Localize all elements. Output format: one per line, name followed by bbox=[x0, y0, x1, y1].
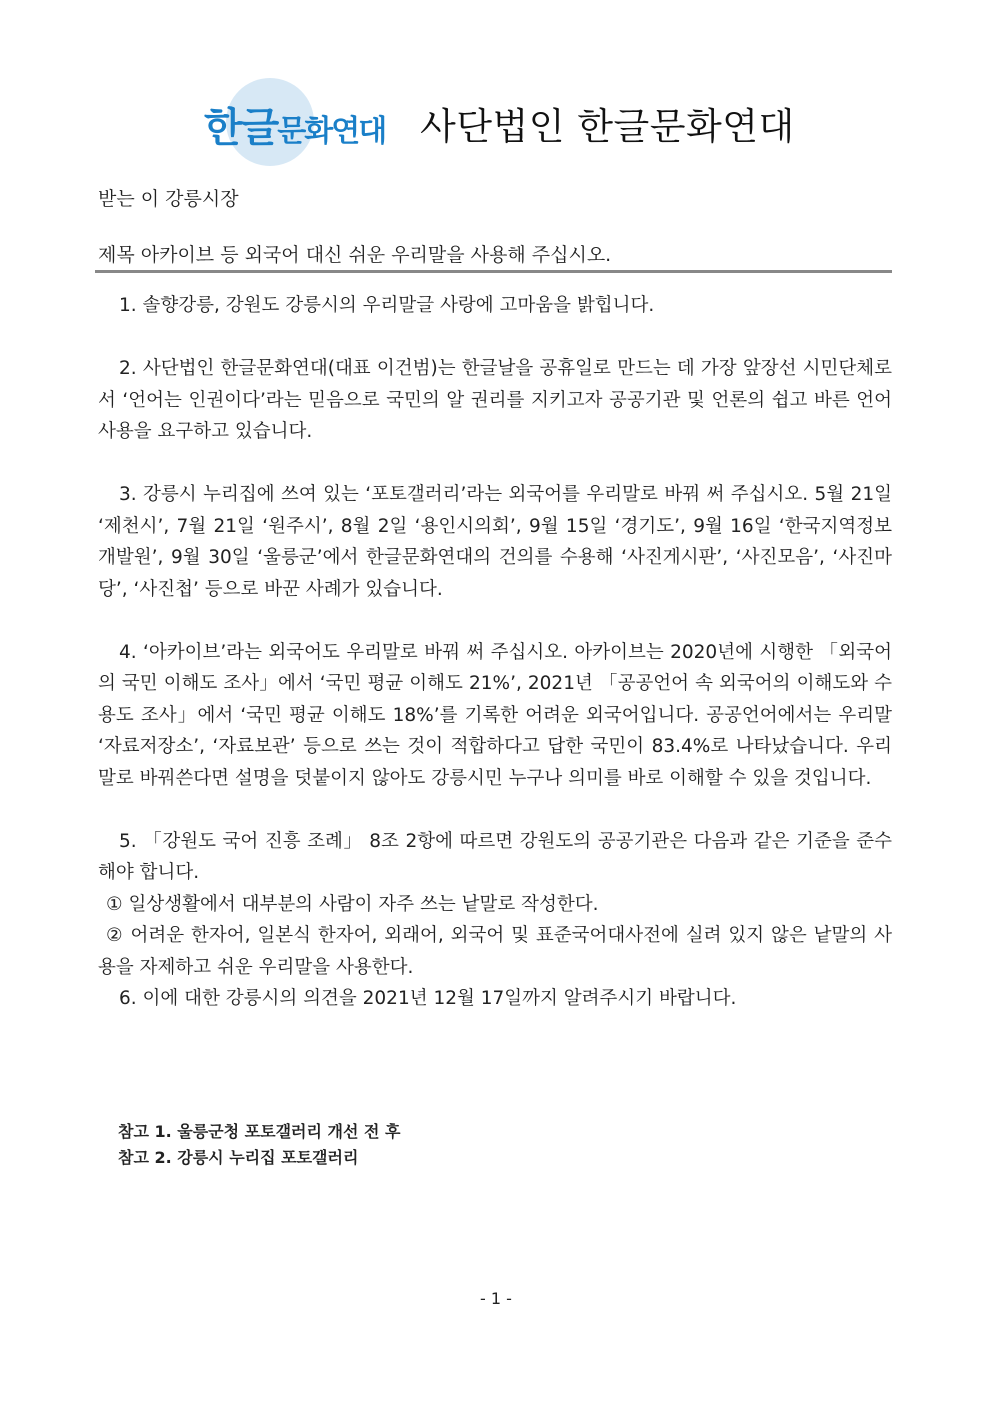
recipient-line: 받는 이 강릉시장 bbox=[98, 188, 239, 210]
paragraph-1: 1. 솔향강릉, 강원도 강릉시의 우리말글 사랑에 고마움을 밝힙니다. bbox=[119, 295, 655, 316]
subject-divider bbox=[95, 270, 892, 273]
paragraph-5: 5. 「강원도 국어 진흥 조례」 8조 2항에 따르면 강원도의 공공기관은 다음과 같은 기준을 준수해야 합니다. bbox=[98, 830, 892, 883]
paragraph-5-item-2: ② 어려운 한자어, 일본식 한자어, 외래어, 외국어 및 표준국어대사전에 실려 있지 않은 낱말의 사용을 자제하고 쉬운 우리말을 사용한다. bbox=[98, 925, 892, 978]
paragraph-6: 6. 이에 대한 강릉시의 의견을 2021년 12월 17일까지 알려주시기 바랍니다. bbox=[119, 988, 737, 1009]
organization-logo bbox=[190, 72, 400, 172]
subject-line: 제목 아카이브 등 외국어 대신 쉬운 우리말을 사용해 주십시오. bbox=[98, 244, 612, 266]
paragraph-2: 2. 사단법인 한글문화연대(대표 이건범)는 한글날을 공휴일로 만드는 데 가장 앞장선 시민단체로서 ‘언어는 인권이다’라는 믿음으로 국민의 알 권리를 지키고자 공공기관 및 언론의 쉽고 바른 언어 사용을 요구하고 있습니다. bbox=[98, 358, 892, 442]
logo-wordmark: 한글문화연대 bbox=[204, 105, 386, 151]
letter-body bbox=[98, 290, 892, 1046]
letterhead bbox=[190, 72, 810, 172]
reference-2: 참고 2. 강릉시 누리집 포토갤러리 bbox=[118, 1148, 359, 1167]
page-number: - 1 - bbox=[480, 1289, 512, 1308]
paragraph-4: 4. ‘아카이브’라는 외국어도 우리말로 바꿔 써 주십시오. 아카이브는 2020년에 시행한 「외국어의 국민 이해도 조사」에서 ‘국민 평균 이해도 21%’, 2021년 「공공언어 속 외국어의 이해도와 수용도 조사」에서 ‘국민 평균 이해도 18%’를 기록한 어려운 외국어입니다. 공공언어에서는 우리말 ‘자료저장소’, ‘자료보관’ 등으로 쓰는 것이 적합하다고 답한 국민이 83.4%로 나타났습니다. 우리말로 바꿔쓴다면 설명을 덧붙이지 않아도 강릉시민 누구나 의미를 바로 이해할 수 있을 것입니다. bbox=[98, 641, 892, 789]
organization-name: 사단법인 한글문화연대 bbox=[420, 105, 795, 148]
paragraph-3: 3. 강릉시 누리집에 쓰여 있는 ‘포토갤러리’라는 외국어를 우리말로 바꿔 써 주십시오. 5월 21일 ‘제천시’, 7월 21일 ‘원주시’, 8월 2일 ‘용인시의회’, 9월 15일 ‘경기도’, 9월 16일 ‘한국지역정보개발원’, 9월 30일 ‘울릉군’에서 한글문화연대의 건의를 수용해 ‘사진게시판’, ‘사진모음’, ‘사진마당’, ‘사진첩’ 등으로 바꾼 사례가 있습니다. bbox=[98, 484, 892, 600]
references bbox=[118, 1119, 400, 1171]
reference-1: 참고 1. 울릉군청 포토갤러리 개선 전 후 bbox=[118, 1122, 401, 1141]
paragraph-5-item-1: ① 일상생활에서 대부분의 사람이 자주 쓰는 낱말로 작성한다. bbox=[106, 893, 599, 915]
